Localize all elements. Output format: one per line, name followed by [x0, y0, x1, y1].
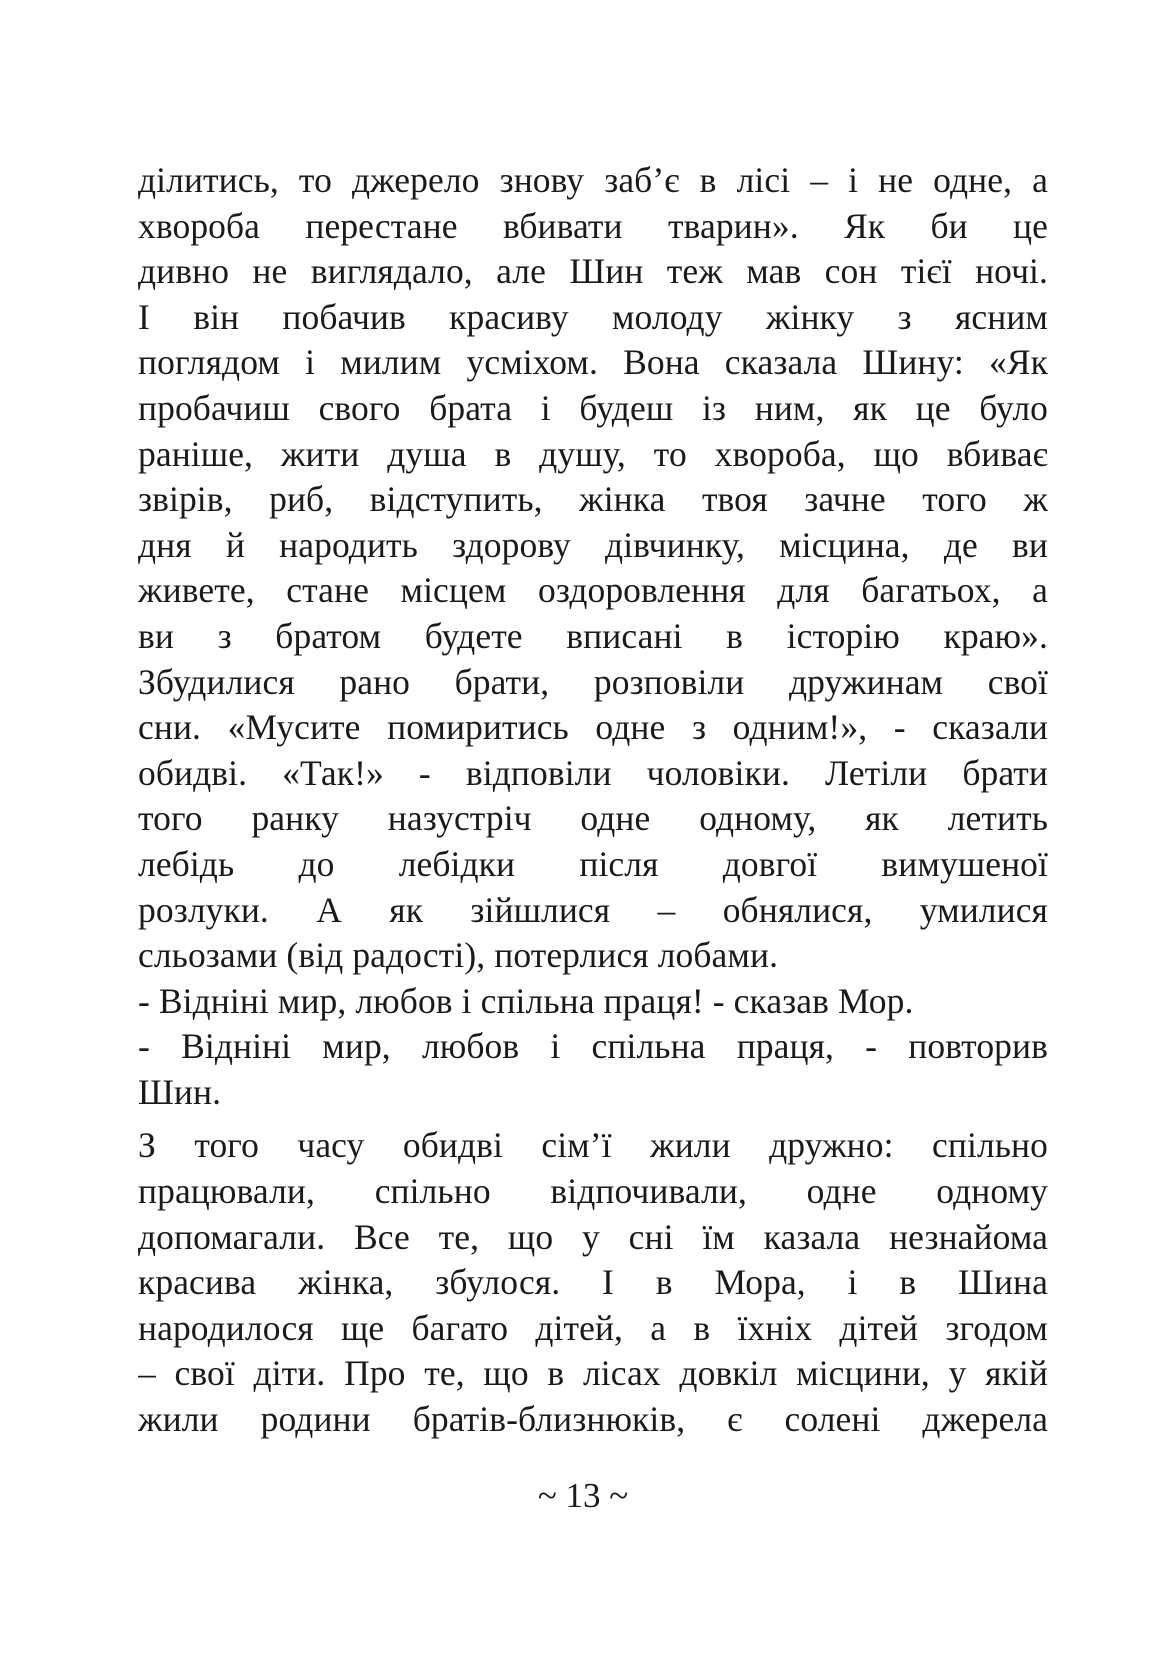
text-line: – свої діти. Про те, що в лісах довкіл місцини, у якій: [138, 1353, 1048, 1394]
text-line: народилося ще багато дітей, а в їхніх дітей згодом: [138, 1307, 1048, 1348]
text-line: сльозами (від радості), потерлися лобами.: [138, 935, 779, 976]
page-number: ~ 13 ~: [537, 1476, 629, 1515]
text-line: сни. «Мусите помиритись одне з одним!», - сказали: [138, 707, 1048, 748]
text-line: раніше, жити душа в душу, то хвороба, що вбиває: [138, 433, 1048, 474]
paragraph-start-line: З того часу обидві сім’ї жили дружно: спільно: [138, 1125, 1048, 1166]
text-line: допомагали. Все те, що у сні їм казала незнайома: [138, 1216, 1048, 1257]
body-text: [138, 158, 1048, 1443]
dialogue-line: - Відніні мир, любов і спільна праця! - сказав Мор.: [138, 980, 914, 1021]
text-line: хвороба перестане вбивати тварин». Як би це: [138, 205, 1048, 246]
text-line: дивно не виглядало, але Шин теж мав сон тієї ночі.: [138, 251, 1048, 292]
text-line: І він побачив красиву молоду жінку з ясним: [138, 296, 1048, 337]
text-line: красива жінка, збулося. І в Мора, і в Шина: [138, 1262, 1048, 1303]
text-line: ділитись, то джерело знову заб’є в лісі – і не одне, а: [138, 160, 1048, 200]
text-line: жили родини братів-близнюків, є солені джерела: [138, 1399, 1048, 1440]
text-line: розлуки. А як зійшлися – обнялися, умилися: [138, 889, 1048, 930]
dialogue-line: - Відніні мир, любов і спільна праця, - повторив: [138, 1026, 1048, 1067]
text-line: пробачиш свого брата і будеш із ним, як це було: [138, 387, 1048, 428]
text-line: живете, стане місцем оздоровлення для багатьох, а: [138, 570, 1048, 611]
text-line: Збудилися рано брати, розповіли дружинам свої: [138, 661, 1048, 702]
text-line: працювали, спільно відпочивали, одне одному: [138, 1171, 1048, 1212]
text-line: обидві. «Так!» - відповіли чоловіки. Летіли брати: [138, 752, 1048, 793]
text-line: звірів, риб, відступить, жінка твоя зачне того ж: [138, 479, 1048, 520]
text-line: того ранку назустріч одне одному, як летить: [138, 798, 1048, 839]
text-line: лебідь до лебідки після довгої вимушеної: [138, 843, 1048, 884]
text-line: дня й народить здорову дівчинку, місцина, де ви: [138, 524, 1048, 565]
text-line: поглядом і милим усміхом. Вона сказала Шину: «Як: [138, 342, 1048, 383]
text-line: ви з братом будете вписані в історію краю».: [138, 615, 1048, 656]
text-line: Шин.: [138, 1071, 222, 1112]
